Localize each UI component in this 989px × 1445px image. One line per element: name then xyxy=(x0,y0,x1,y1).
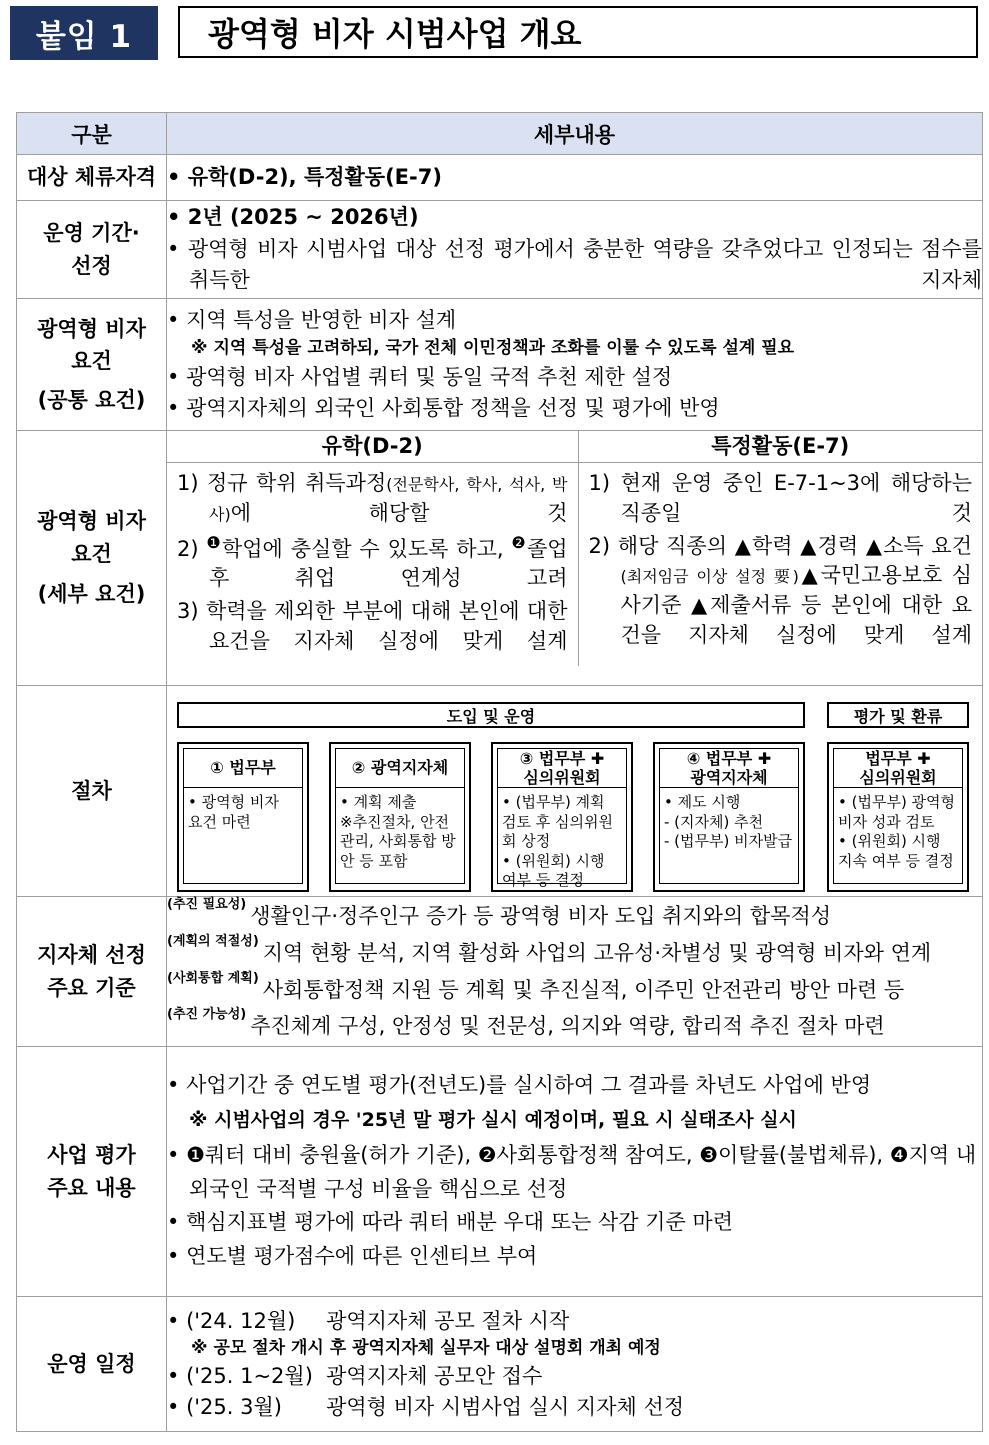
row-content xyxy=(167,299,983,431)
list-item: • ('25. 1~2월) 광역지자체 공모안 접수 xyxy=(167,1364,543,1389)
label-line: 운영 기간· xyxy=(43,220,140,245)
table-row xyxy=(17,431,983,686)
col-header-category: 구분 xyxy=(17,113,167,155)
list-item: • 연도별 평가점수에 따른 인센티브 부여 xyxy=(167,1244,538,1269)
row-label: 운영 일정 xyxy=(17,1297,167,1432)
table-row xyxy=(17,686,983,897)
label-line: 요건 xyxy=(71,349,112,374)
list-item: 2) 해당 직종의 ▲학력 ▲경력 ▲소득 요건(최저임금 이상 설정 要)▲국민고용보호 심사기준 ▲제출서류 등 본인에 대한 요건을 지자체 실정에 맞게 설계 xyxy=(588,533,973,648)
list-item: • ('24. 12월) 광역지자체 공모 절차 시작 xyxy=(167,1309,570,1334)
row-content xyxy=(167,1297,983,1432)
note: ※ 지역 특성을 고려하되, 국가 전체 이민정책과 조화를 이룰 수 있도록 설계 필요 xyxy=(191,338,795,358)
row-content xyxy=(167,201,983,299)
table-row xyxy=(17,155,983,201)
process-step: ① 법무부 • 광역형 비자 요건 마련 xyxy=(177,742,309,892)
list-item: • 광역형 비자 사업별 쿼터 및 동일 국적 추천 제한 설정 xyxy=(167,364,673,389)
table-row xyxy=(17,201,983,299)
list-item: • ('25. 3월) 광역형 비자 시범사업 실시 지자체 선정 xyxy=(167,1394,685,1419)
col-header-details: 세부내용 xyxy=(167,113,983,155)
list-item: 1) 정규 학위 취득과정(전문학사, 학사, 석사, 박사)에 해당할 것 xyxy=(177,471,568,525)
note: ※ 공모 절차 개시 후 광역지자체 실무자 대상 설명회 개최 예정 xyxy=(191,1338,661,1359)
detail-columns xyxy=(167,431,982,666)
list-item: • 2년 (2025 ~ 2026년) xyxy=(167,205,419,230)
label-line: 요건 xyxy=(71,541,112,566)
table-header-row xyxy=(17,113,983,155)
label-line: (세부 요건) xyxy=(37,582,146,607)
row-label xyxy=(17,1047,167,1297)
label-line: (공통 요건) xyxy=(37,387,146,412)
overview-table xyxy=(16,112,983,1432)
list-item: 1) 현재 운영 중인 E-7-1~3에 해당하는 직종일 것 xyxy=(588,471,972,525)
row-content: • 유학(D-2), 특정활동(E-7) xyxy=(167,155,983,201)
attachment-tag: 붙임 1 xyxy=(10,6,158,60)
label-line: 지자체 선정 xyxy=(37,942,146,967)
list-item: 유학(D-2), 특정활동(E-7) xyxy=(187,164,442,189)
row-label xyxy=(17,431,167,686)
d2-column xyxy=(167,431,579,666)
label-line: 주요 내용 xyxy=(47,1175,136,1200)
label-line: 광역형 비자 xyxy=(37,509,146,534)
process-step: ④ 법무부 ✚ 광역지자체 • 제도 시행 - (지자체) 추천 - (법무부) 비자발급 xyxy=(653,742,805,892)
table-row xyxy=(17,1297,983,1432)
process-diagram xyxy=(167,686,983,897)
e7-column xyxy=(579,431,983,666)
table-row xyxy=(17,299,983,431)
label-line: 선정 xyxy=(71,253,112,278)
row-label: 절차 xyxy=(17,686,167,897)
row-label: 대상 체류자격 xyxy=(17,155,167,201)
list-item: $^{(사회통합 계획)}$ 사회통합정책 지원 등 계획 및 추진실적, 이주민 안전관리 방안 마련 등 xyxy=(167,970,905,1002)
list-item: $^{(추진 필요성)}$ 생활인구·정주인구 증가 등 광역형 비자 도입 취지와의 합목적성 xyxy=(167,897,832,928)
process-step: 법무부 ✚ 심의위원회 • (법무부) 광역형 비자 성과 검토 • (위원회) 시행 지속 여부 등 결정 xyxy=(827,742,969,892)
list-item: $^{(계획의 적절성)}$ 지역 현황 분석, 지역 활성화 사업의 고유성·차별성 및 광역형 비자와 연계 xyxy=(167,933,932,965)
label-line: 주요 기준 xyxy=(47,975,136,1000)
row-label xyxy=(17,201,167,299)
d2-title: 유학(D-2) xyxy=(167,431,578,463)
row-content xyxy=(167,897,983,1047)
list-item: • 지역 특성을 반영한 비자 설계 xyxy=(167,307,457,332)
phase-bar-operation: 도입 및 운영 xyxy=(177,702,805,728)
note: ※ 시범사업의 경우 '25년 말 평가 실시 예정이며, 필요 시 실태조사 실시 xyxy=(189,1108,797,1131)
phase-bar-evaluation: 평가 및 환류 xyxy=(827,702,969,728)
e7-title: 특정활동(E-7) xyxy=(579,431,983,463)
label-line: 사업 평가 xyxy=(47,1142,136,1167)
process-step: ③ 법무부 ✚ 심의위원회 • (법무부) 계획 검토 후 심의위원회 상정 • (위원회) 시행 여부 등 결정 xyxy=(491,742,633,892)
list-item: • 사업기간 중 연도별 평가(전년도)를 실시하여 그 결과를 차년도 사업에 반영 xyxy=(167,1073,872,1098)
table-row xyxy=(17,1047,983,1297)
list-item: • 광역지자체의 외국인 사회통합 정책을 선정 및 평가에 반영 xyxy=(167,396,720,420)
row-content xyxy=(167,1047,983,1297)
list-item: 3) 학력을 제외한 부분에 대해 본인에 대한 요건을 지자체 실정에 맞게 설계 xyxy=(177,599,568,654)
header xyxy=(10,6,980,62)
process-step: ② 광역지자체 • 계획 제출 ※추진절차, 안전관리, 사회통합 방안 등 포함 xyxy=(329,742,471,892)
page-title: 광역형 비자 시범사업 개요 xyxy=(178,6,978,58)
label-line: 광역형 비자 xyxy=(37,316,146,341)
row-label xyxy=(17,299,167,431)
row-content xyxy=(167,431,983,686)
list-item: $^{(추진 가능성)}$ 추진체계 구성, 안정성 및 전문성, 의지와 역량, 합리적 추진 절차 마련 xyxy=(167,1007,885,1039)
list-item: • 광역형 비자 시범사업 대상 선정 평가에서 충분한 역량을 갖추었다고 인정되는 점수를 취득한 지자체 xyxy=(167,236,983,293)
list-item: 2) $^❶$학업에 충실할 수 있도록 하고, $^❷$졸업 후 취업 연계성 고려 xyxy=(177,532,568,591)
list-item: • ❶쿼터 대비 충원율(허가 기준), ❷사회통합정책 참여도, ❸이탈률(불법체류), ❹지역 내 외국인 국적별 구성 비율을 핵심으로 선정 xyxy=(167,1143,977,1201)
row-label xyxy=(17,897,167,1047)
list-item: • 핵심지표별 평가에 따라 쿼터 배분 우대 또는 삭감 기준 마련 xyxy=(167,1210,734,1235)
table-row xyxy=(17,897,983,1047)
